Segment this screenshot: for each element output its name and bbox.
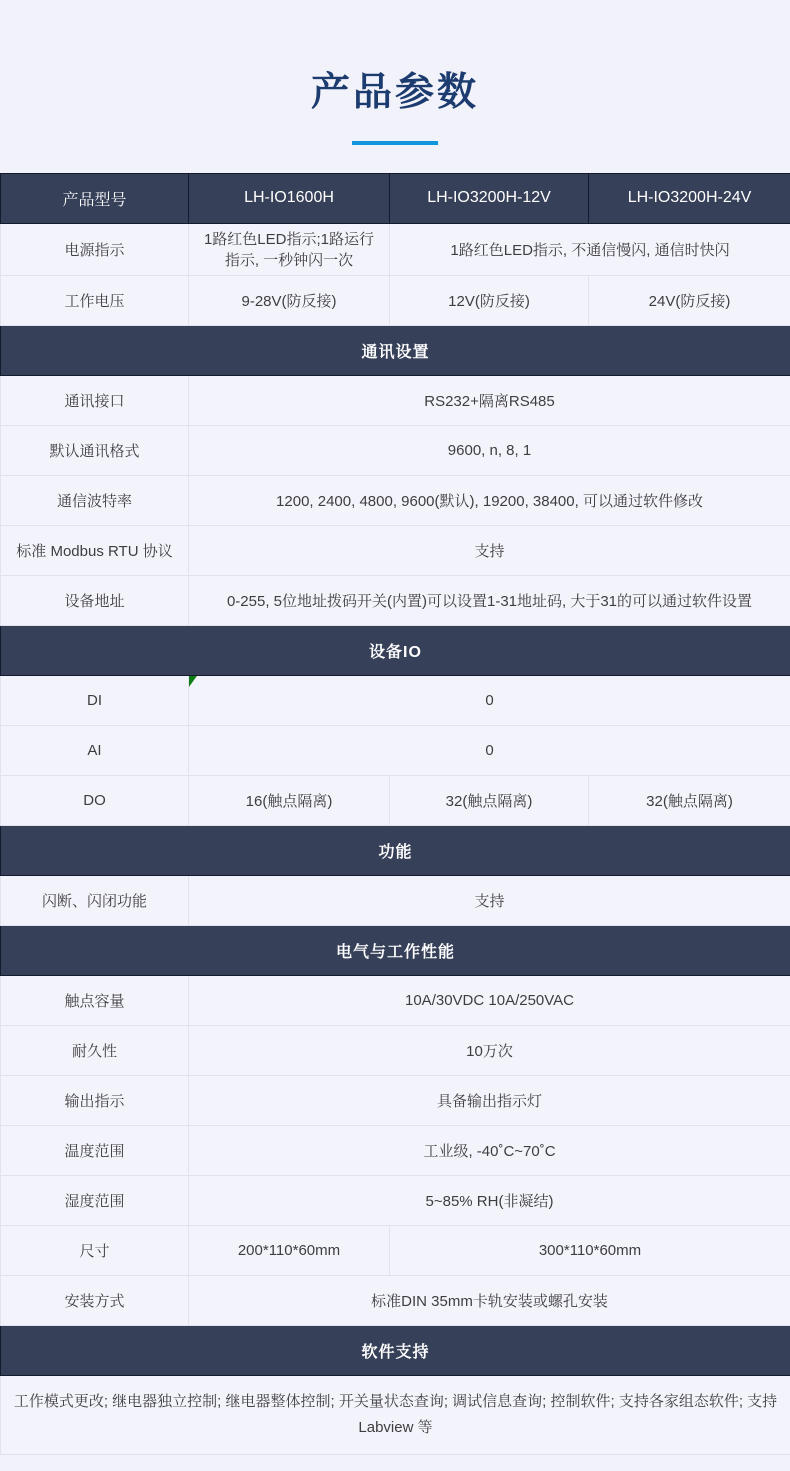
table-row [1,475,790,525]
green-corner-marker [189,676,197,687]
table-row [1,525,790,575]
table-row [1,1275,790,1325]
section-header: 设备IO [1,625,790,675]
value-cell: 32(触点隔离) [390,775,589,825]
row-label: 通讯接口 [1,375,189,425]
value-cell: 支持 [189,875,790,925]
row-label: 电源指示 [1,223,189,275]
column-header: LH-IO3200H-12V [390,173,589,223]
value-cell: 200*110*60mm [189,1225,390,1275]
value-cell: 具备输出指示灯 [189,1075,790,1125]
row-label: 耐久性 [1,1025,189,1075]
table-row [1,425,790,475]
row-label: 默认通讯格式 [1,425,189,475]
table-row [1,275,790,325]
value-cell: 9-28V(防反接) [189,275,390,325]
row-label: 湿度范围 [1,1175,189,1225]
table-row [1,575,790,625]
row-label: 输出指示 [1,1075,189,1125]
software-support-text: 工作模式更改; 继电器独立控制; 继电器整体控制; 开关量状态查询; 调试信息查询; 控制软件; 支持各家组态软件; 支持 Labview 等 [1,1375,790,1454]
table-row [1,775,790,825]
row-label: 尺寸 [1,1225,189,1275]
section-row [1,925,790,975]
section-row [1,825,790,875]
section-header: 电气与工作性能 [1,925,790,975]
table-row [1,1025,790,1075]
value-cell: 0 [189,725,790,775]
value-cell: 12V(防反接) [390,275,589,325]
value-cell: 1200, 2400, 4800, 9600(默认), 19200, 38400, 可以通过软件修改 [189,475,790,525]
row-label: 安装方式 [1,1275,189,1325]
row-label: DI [1,675,189,725]
table-row [1,975,790,1025]
table-row [1,1075,790,1125]
value-cell: 支持 [189,525,790,575]
value-cell: 10A/30VDC 10A/250VAC [189,975,790,1025]
spec-table [0,173,790,1455]
row-label: DO [1,775,189,825]
section-row [1,1325,790,1375]
row-label: 温度范围 [1,1125,189,1175]
value-cell: 0 [189,675,790,725]
row-label: AI [1,725,189,775]
value-cell: 24V(防反接) [589,275,790,325]
column-header: LH-IO3200H-24V [589,173,790,223]
value-cell: 标准DIN 35mm卡轨安装或螺孔安装 [189,1275,790,1325]
spec-table-body [1,173,790,1454]
section-header: 功能 [1,825,790,875]
table-row [1,675,790,725]
column-header-label: 产品型号 [1,173,189,223]
row-label: 通信波特率 [1,475,189,525]
table-row [1,1375,790,1454]
value-cell: 1路红色LED指示;1路运行指示, 一秒钟闪一次 [189,223,390,275]
value-cell: 5~85% RH(非凝结) [189,1175,790,1225]
value-cell: 32(触点隔离) [589,775,790,825]
row-label: 设备地址 [1,575,189,625]
value-cell: 10万次 [189,1025,790,1075]
table-row [1,223,790,275]
table-row [1,1225,790,1275]
title-underline [352,141,438,145]
value-cell: 0-255, 5位地址拨码开关(内置)可以设置1-31地址码, 大于31的可以通过软件设置 [189,575,790,625]
table-row [1,875,790,925]
page-title: 产品参数 [310,71,479,114]
value-cell: RS232+隔离RS485 [189,375,790,425]
table-row [1,1125,790,1175]
column-header: LH-IO1600H [189,173,390,223]
header-row [1,173,790,223]
value-cell: 16(触点隔离) [189,775,390,825]
table-row [1,375,790,425]
row-label: 触点容量 [1,975,189,1025]
section-header: 软件支持 [1,1325,790,1375]
table-row [1,725,790,775]
section-header: 通讯设置 [1,325,790,375]
value-cell: 9600, n, 8, 1 [189,425,790,475]
value-cell: 工业级, -40˚C~70˚C [189,1125,790,1175]
table-row [1,1175,790,1225]
value-cell: 300*110*60mm [390,1225,790,1275]
section-row [1,325,790,375]
value-cell: 1路红色LED指示, 不通信慢闪, 通信时快闪 [390,223,790,275]
section-row [1,625,790,675]
row-label: 闪断、闪闭功能 [1,875,189,925]
row-label: 工作电压 [1,275,189,325]
row-label: 标准 Modbus RTU 协议 [1,525,189,575]
